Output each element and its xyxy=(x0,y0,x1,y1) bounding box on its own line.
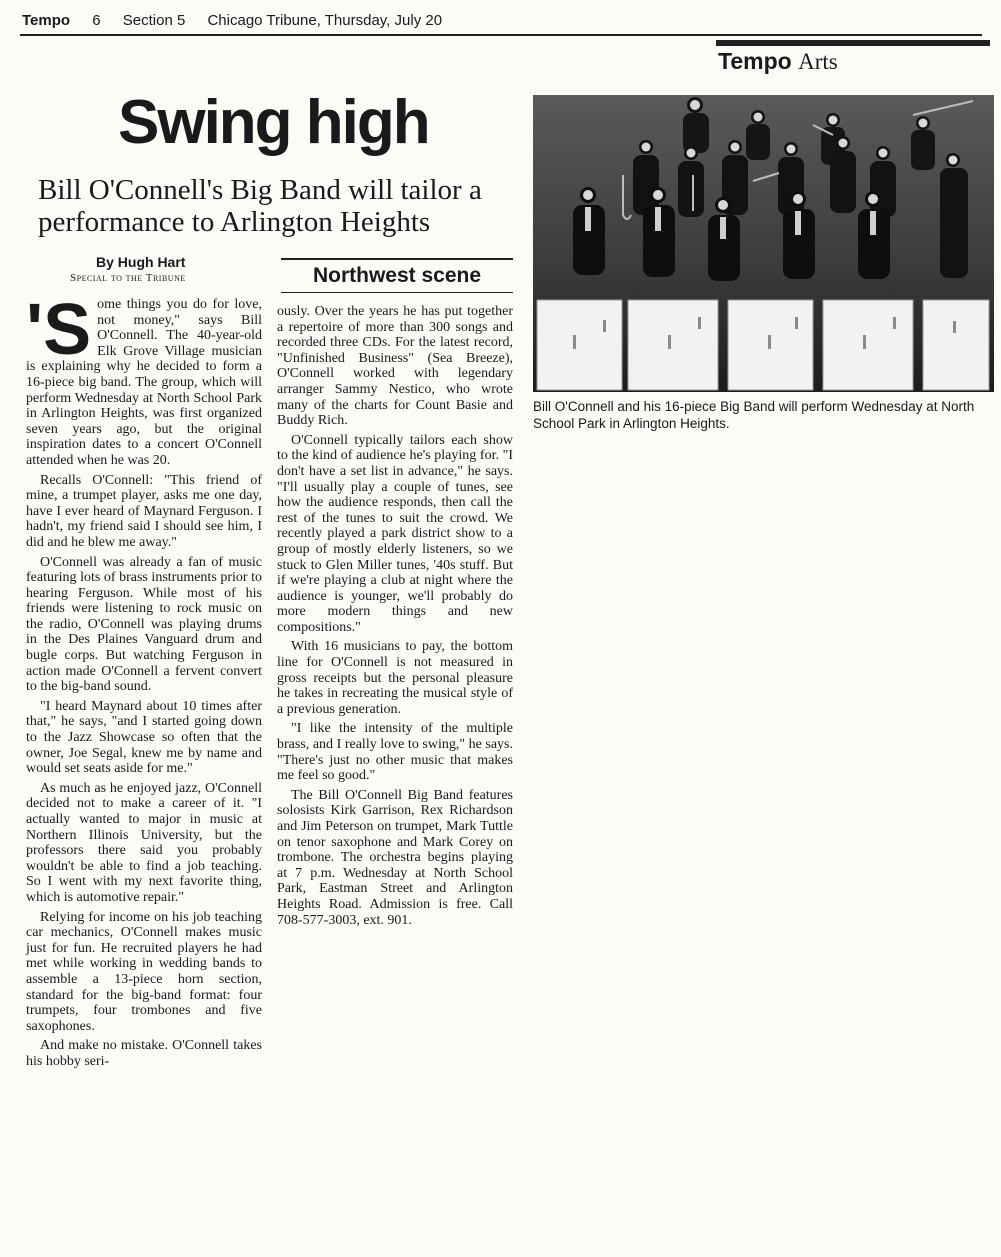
section-flag xyxy=(718,48,868,75)
article-paragraph: And make no mistake. O'Connell takes his hobby seri- xyxy=(26,1038,262,1069)
folio-line xyxy=(22,12,982,34)
column-label: Northwest scene xyxy=(281,258,513,293)
folio-page-number: 6 xyxy=(92,12,101,29)
article-column-1 xyxy=(26,290,262,1074)
headline: Swing high xyxy=(118,88,429,157)
article-paragraph: As much as he enjoyed jazz, O'Connell decided not to make a career of it. "I actually wanted to major in music at Northern Illinois University, but the professors there said you probably wouldn't be able to find a job teaching. So I went with my next favorite thing, which is automotive repair." xyxy=(26,780,262,905)
band-photo xyxy=(533,95,994,392)
byline: By Hugh Hart xyxy=(96,254,186,270)
section-flag-strong: Tempo xyxy=(718,48,792,74)
drop-cap: 'S xyxy=(26,290,92,370)
photo-caption: Bill O'Connell and his 16-piece Big Band will perform Wednesday at North School Park in Arlington Heights. xyxy=(533,399,975,431)
article-paragraph: O'Connell typically tailors each show to the kind of audience he's playing for. "I don't have a set list in advance," he says. "I'll usually play a couple of tunes, see how the audience responds, then call the rest of the tunes to suit the crowd. We recently played a park district show to a group of mostly elderly listeners, so we stuck to Glen Miller tunes, '40s stuff. But if we're playing a club at night where the audience is younger, we'll probably do more modern things and new compositions." xyxy=(277,432,513,635)
article-paragraph-text: ome things you do for love, not money," says Bill O'Connell. The 40-year-old Elk Grove Village musician is explaining why he decided to form a 16-piece big band. The group, which will perform Wednesday at North School Park in Arlington Heights, was first organized seven years ago, but the original inspiration dates to a concert O'Connell attended when he was 20. xyxy=(26,297,262,468)
folio-paper-date: Chicago Tribune, Thursday, July 20 xyxy=(207,12,443,29)
article-paragraph: "I like the intensity of the multiple brass, and I really love to swing," he says. "There's just no other music that makes me feel so good." xyxy=(277,721,513,784)
article-paragraph: O'Connell was already a fan of music featuring lots of brass instruments prior to hearing Ferguson. While most of his friends were listening to rock music on the radio, O'Connell was playing drums in the Des Plaines Vanguard drum and bugle corps. But watching Ferguson in action made O'Connell a fervent convert to the big-band sound. xyxy=(26,554,262,695)
folio-section-name: Tempo xyxy=(22,12,71,29)
band-photo-image xyxy=(533,95,994,392)
article-paragraph xyxy=(26,290,262,469)
folio-section: Section 5 xyxy=(122,12,186,29)
article-paragraph: Relying for income on his job teaching car mechanics, O'Connell makes music just for fun. He recruited players he had met while working in wedding bands to assemble a 13-piece horn section, standard for the big-band format: four trumpets, four trombones and five saxophones. xyxy=(26,909,262,1034)
article-paragraph: The Bill O'Connell Big Band features solosists Kirk Garrison, Rex Richardson and Jim Peterson on trumpet, Mark Tuttle on tenor saxophone and Mark Corey on trombone. The orchestra begins playing at 7 p.m. Wednesday at North School Park, Eastman Street and Arlington Heights Road. Admission is free. Call 708-577-3003, ext. 901. xyxy=(277,787,513,928)
section-flag-rest: Arts xyxy=(798,49,838,74)
flag-rule xyxy=(716,40,990,46)
subheadline: Bill O'Connell's Big Band will tailor a performance to Arlington Heights xyxy=(38,174,482,238)
article-column-2 xyxy=(277,304,513,932)
folio-rule xyxy=(20,34,982,36)
article-paragraph: With 16 musicians to pay, the bottom line for O'Connell is not measured in gross receipts but the personal pleasure he takes in recreating the musical style of a previous generation. xyxy=(277,639,513,717)
article-paragraph: ously. Over the years he has put together a repertoire of more than 300 songs and recorded three CDs. For the latest record, "Unfinished Business" (Sea Breeze), O'Connell worked with legendary arranger Sammy Nestico, who wrote many of the charts for Count Basie and Buddy Rich. xyxy=(277,304,513,429)
byline-credit: Special to the Tribune xyxy=(70,272,186,284)
article-paragraph: Recalls O'Connell: "This friend of mine, a trumpet player, asks me one day, have I ever heard of Maynard Ferguson. I hadn't, my friend said I should see him, I did and he blew me away." xyxy=(26,472,262,550)
article-paragraph: "I heard Maynard about 10 times after that," he says, "and I started going down to the Jazz Showcase so often that the owner, Joe Segal, knew me by name and would set seats aside for me." xyxy=(26,698,262,777)
